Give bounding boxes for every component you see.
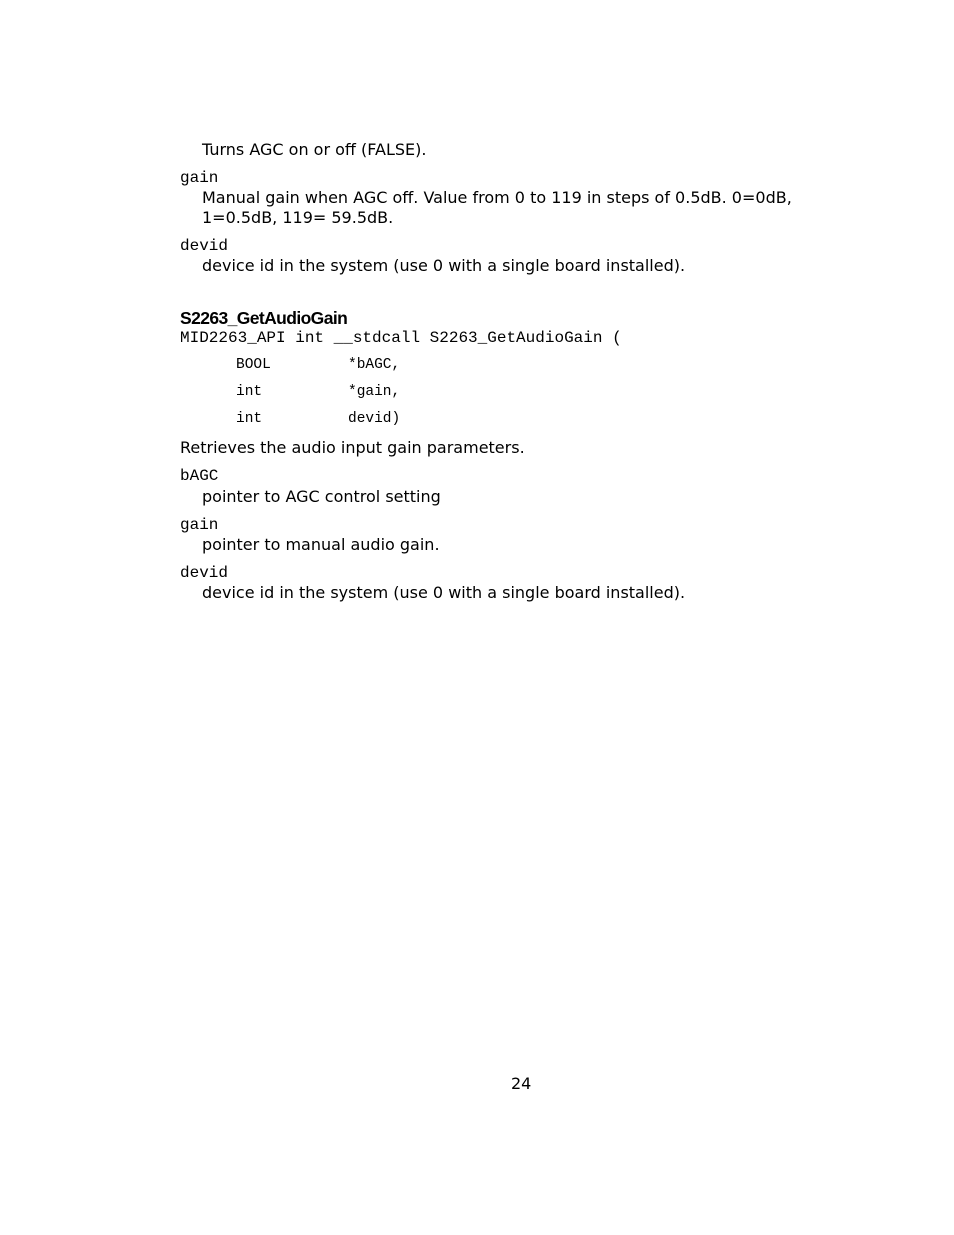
param-name-gain: gain	[180, 169, 219, 187]
bagc-description: Turns AGC on or off (FALSE).	[202, 140, 427, 159]
gain-description-line1: Manual gain when AGC off. Value from 0 to 119 in steps of 0.5dB. 0=0dB,	[202, 188, 792, 207]
function-description: Retrieves the audio input gain parameters.	[180, 438, 525, 457]
devid-description: device id in the system (use 0 with a single board installed).	[202, 256, 686, 275]
page-number: 24	[511, 1074, 532, 1093]
arg-name: *gain,	[348, 384, 401, 400]
param-desc-gain: pointer to manual audio gain.	[202, 535, 440, 554]
param-name-bagc: bAGC	[180, 467, 219, 485]
arg-type: int	[236, 384, 263, 400]
arg-name: *bAGC,	[348, 357, 401, 373]
param-name-devid: devid	[180, 237, 229, 255]
param-name-devid: devid	[180, 564, 229, 582]
arg-name: devid)	[348, 411, 401, 427]
function-signature: MID2263_API int __stdcall S2263_GetAudioGain (	[180, 329, 622, 347]
arg-type: BOOL	[236, 357, 271, 373]
param-name-gain: gain	[180, 516, 219, 534]
gain-description-line2: 1=0.5dB, 119= 59.5dB.	[202, 208, 394, 227]
function-title: S2263_GetAudioGain	[180, 308, 348, 328]
param-desc-bagc: pointer to AGC control setting	[202, 487, 441, 506]
arg-type: int	[236, 411, 263, 427]
param-desc-devid: device id in the system (use 0 with a single board installed).	[202, 583, 686, 602]
